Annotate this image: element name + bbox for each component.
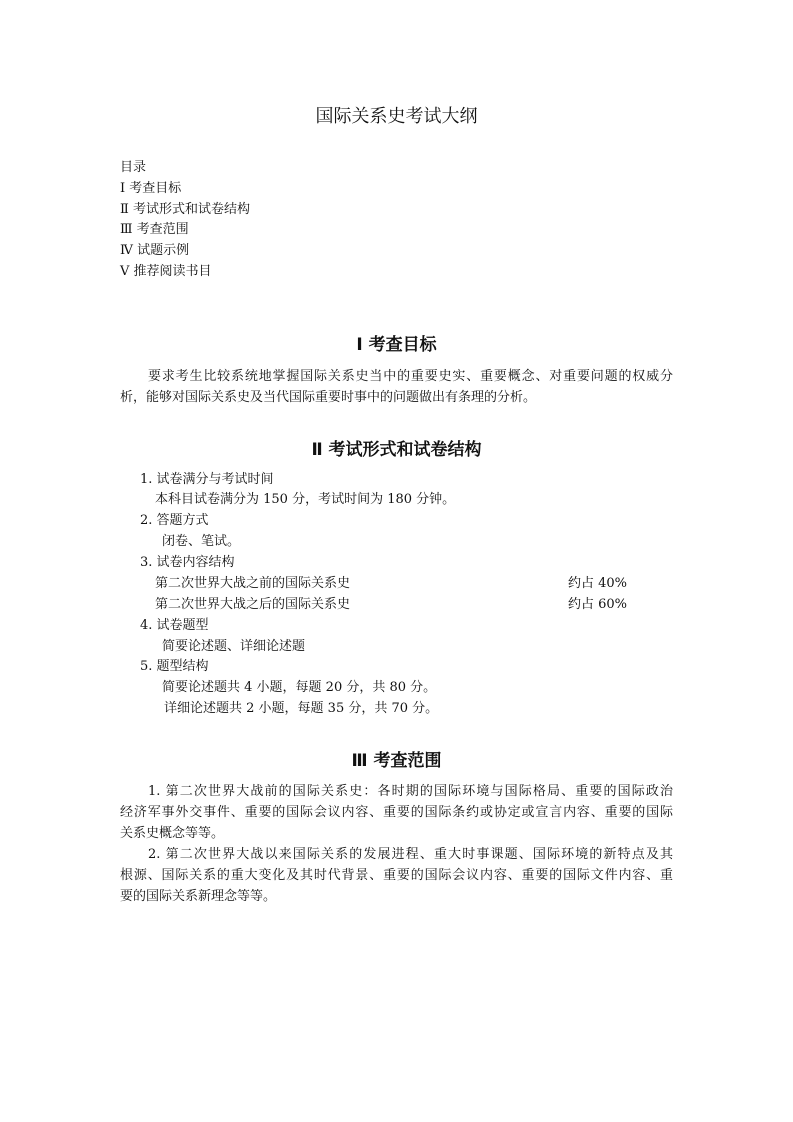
section-heading: Ⅲ 考查范围 bbox=[351, 751, 442, 771]
section-heading: Ⅱ 考试形式和试卷结构 bbox=[311, 440, 482, 460]
paragraph-line: 关系史概念等等。 bbox=[120, 826, 225, 841]
toc-item: Ⅱ 考试形式和试卷结构 bbox=[120, 202, 250, 217]
paragraph-line: 经济军事外交事件、重要的国际会议内容、重要的国际条约或协定或宣言内容、重要的国际 bbox=[120, 805, 673, 820]
list-item-text: 本科目试卷满分为 150 分，考试时间为 180 分钟。 bbox=[155, 492, 456, 507]
list-item-label: 1. 试卷满分与考试时间 bbox=[140, 472, 274, 487]
document-title: 国际关系史考试大纲 bbox=[315, 106, 478, 127]
content-row-name: 第二次世界大战之前的国际关系史 bbox=[155, 576, 351, 591]
paragraph-line: 要的国际关系新理念等等。 bbox=[120, 889, 277, 904]
content-row-share: 约占 40% bbox=[568, 576, 628, 591]
content-row-share: 约占 60% bbox=[568, 597, 628, 612]
list-item-text: 简要论述题共 4 小题，每题 20 分，共 80 分。 bbox=[162, 680, 437, 695]
content-row-name: 第二次世界大战之后的国际关系史 bbox=[155, 597, 351, 612]
list-item-text: 闭卷、笔试。 bbox=[162, 534, 241, 549]
paragraph-line: 根源、国际关系的重大变化及其时代背景、重要的国际会议内容、重要的国际文件内容、重 bbox=[120, 868, 673, 883]
list-item-label: 5. 题型结构 bbox=[140, 659, 209, 674]
list-item-text: 详细论述题共 2 小题，每题 35 分，共 70 分。 bbox=[164, 701, 439, 716]
toc-item: Ⅲ 考查范围 bbox=[120, 222, 189, 237]
paragraph-line: 析，能够对国际关系史及当代国际重要时事中的问题做出有条理的分析。 bbox=[120, 390, 537, 405]
paragraph-line: 1. 第二次世界大战前的国际关系史：各时期的国际环境与国际格局、重要的国际政治 bbox=[148, 784, 673, 799]
list-item-label: 2. 答题方式 bbox=[140, 513, 209, 528]
toc-label: 目录 bbox=[120, 160, 147, 175]
list-item-text: 简要论述题、详细论述题 bbox=[162, 639, 306, 654]
section-heading: Ⅰ 考查目标 bbox=[356, 335, 437, 355]
toc-item: Ⅰ 考查目标 bbox=[120, 181, 182, 196]
toc-item: Ⅳ 试题示例 bbox=[120, 243, 190, 258]
list-item-label: 3. 试卷内容结构 bbox=[140, 555, 235, 570]
list-item-label: 4. 试卷题型 bbox=[140, 618, 209, 633]
toc-item: Ⅴ 推荐阅读书目 bbox=[120, 264, 212, 279]
paragraph-line: 2. 第二次世界大战以来国际关系的发展进程、重大时事课题、国际环境的新特点及其 bbox=[148, 847, 673, 862]
paragraph-line: 要求考生比较系统地掌握国际关系史当中的重要史实、重要概念、对重要问题的权威分 bbox=[148, 369, 673, 384]
